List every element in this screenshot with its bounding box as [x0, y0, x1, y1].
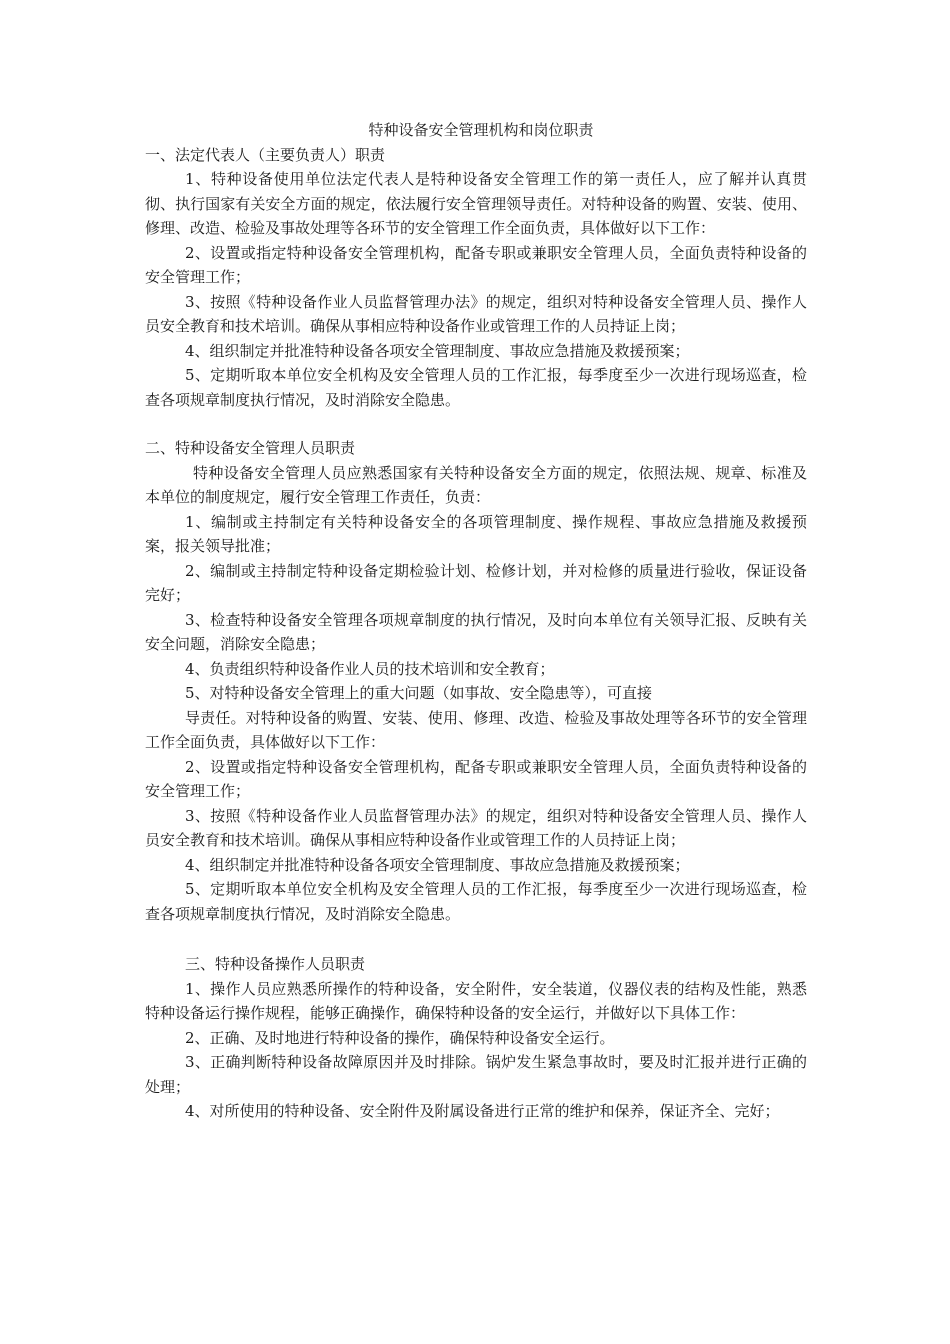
section-3-item-2: 2、正确、及时地进行特种设备的操作，确保特种设备安全运行。 [185, 1028, 615, 1047]
section-2-repeat-item-2: 2、设置或指定特种设备安全管理机构，配备专职或兼职安全管理人员，全面负责特种设备的安全管理工作； [145, 757, 807, 800]
section-2-heading: 二、特种设备安全管理人员职责 [145, 439, 356, 457]
section-2-intro: 特种设备安全管理人员应熟悉国家有关特种设备安全方面的规定，依照法规、规章、标准及本单位的制度规定，履行安全管理工作责任，负责： [145, 463, 807, 506]
section-1-heading: 一、法定代表人（主要负责人）职责 [145, 145, 386, 164]
section-2-item-1: 1、编制或主持制定有关特种设备安全的各项管理制度、操作规程、事故应急措施及救援预案，报关领导批准； [145, 512, 807, 555]
section-2-continuation: 导责任。对特种设备的购置、安装、使用、修理、改造、检验及事故处理等各环节的安全管理工作全面负责，具体做好以下工作： [145, 708, 807, 751]
document-title: 特种设备安全管理机构和岗位职责 [368, 121, 594, 139]
section-1-item-5: 5、定期听取本单位安全机构及安全管理人员的工作汇报，每季度至少一次进行现场巡查，检查各项规章制度执行情况，及时消除安全隐患。 [145, 366, 807, 409]
section-3-item-1: 1、操作人员应熟悉所操作的特种设备，安全附件，安全装道，仪器仪表的结构及性能，熟悉特种设备运行操作规程，能够正确操作，确保特种设备的安全运行，并做好以下具体工作： [145, 979, 807, 1022]
section-2-item-3: 3、检查特种设备安全管理各项规章制度的执行情况，及时向本单位有关领导汇报、反映有关安全问题，消除安全隐患； [145, 610, 807, 653]
section-2-repeat-item-3: 3、按照《特种设备作业人员监督管理办法》的规定，组织对特种设备安全管理人员、操作人员安全教育和技术培训。确保从事相应特种设备作业或管理工作的人员持证上岗； [145, 806, 807, 849]
section-spacer [145, 412, 807, 436]
section-2-repeat-item-5: 5、定期听取本单位安全机构及安全管理人员的工作汇报，每季度至少一次进行现场巡查，检查各项规章制度执行情况，及时消除安全隐患。 [145, 880, 807, 923]
section-1-item-3: 3、按照《特种设备作业人员监督管理办法》的规定，组织对特种设备安全管理人员、操作人员安全教育和技术培训。确保从事相应特种设备作业或管理工作的人员持证上岗； [145, 292, 807, 335]
section-spacer [145, 926, 807, 952]
document-body [145, 118, 807, 1124]
section-2-item-5: 5、对特种设备安全管理上的重大问题（如事故、安全隐患等），可直接 [185, 684, 653, 702]
section-1-item-4: 4、组织制定并批准特种设备各项安全管理制度、事故应急措施及救援预案； [185, 341, 690, 360]
section-2-repeat-item-4: 4、组织制定并批准特种设备各项安全管理制度、事故应急措施及救援预案； [185, 855, 690, 874]
section-2-item-4: 4、负责组织特种设备作业人员的技术培训和安全教育； [185, 659, 555, 678]
section-3-heading: 三、特种设备操作人员职责 [185, 955, 366, 973]
section-1-item-1: 1、特种设备使用单位法定代表人是特种设备安全管理工作的第一责任人，应了解并认真贯彻、执行国家有关安全方面的规定，依法履行安全管理领导责任。对特种设备的购置、安装、使用、修理、改造、检验及事故处理等各环节的安全管理工作全面负责，具体做好以下工作： [145, 170, 807, 237]
section-3-item-4: 4、对所使用的特种设备、安全附件及附属设备进行正常的维护和保养，保证齐全、完好； [185, 1102, 780, 1120]
section-2-item-2: 2、编制或主持制定特种设备定期检验计划、检修计划，并对检修的质量进行验收，保证设备完好； [145, 561, 807, 604]
section-1-item-2: 2、设置或指定特种设备安全管理机构，配备专职或兼职安全管理人员，全面负责特种设备的安全管理工作； [145, 243, 807, 286]
section-3-item-3: 3、正确判断特种设备故障原因并及时排除。锅炉发生紧急事故时，要及时汇报并进行正确的处理； [145, 1053, 807, 1096]
